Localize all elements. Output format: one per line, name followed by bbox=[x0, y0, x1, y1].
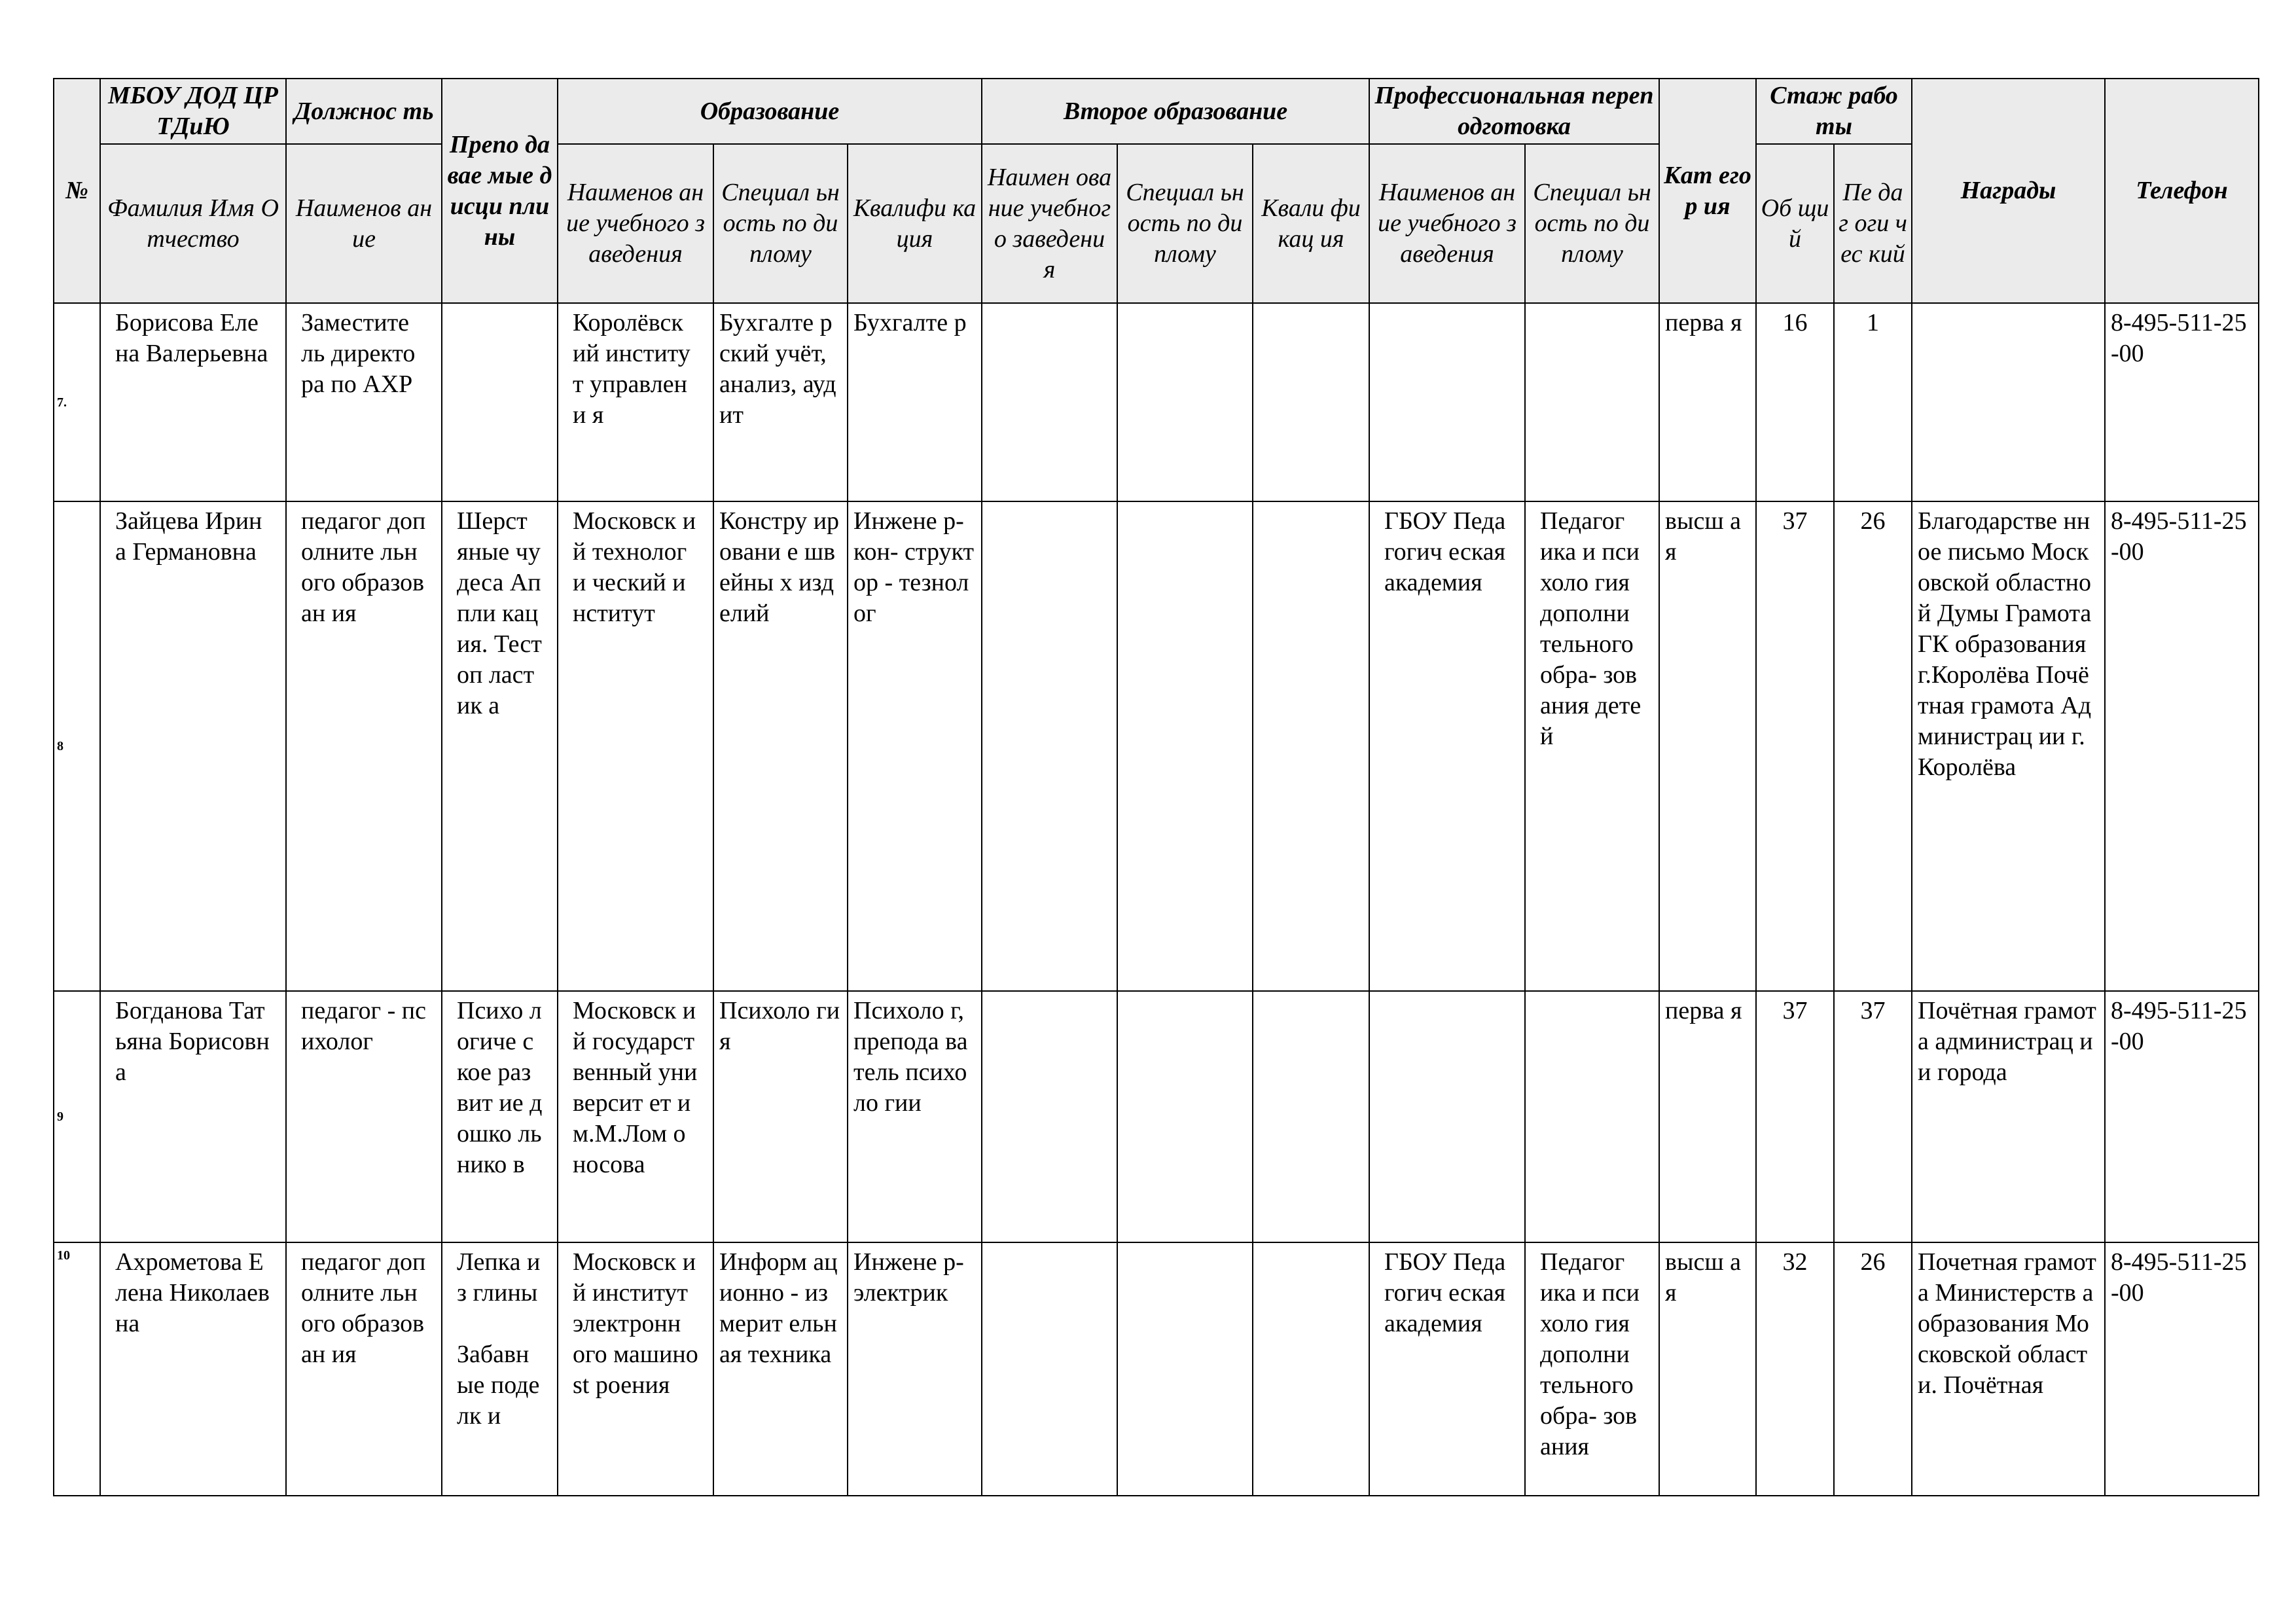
header-organization: МБОУ ДОД ЦРТДиЮ bbox=[100, 79, 286, 144]
cell-category: высш ая bbox=[1659, 501, 1756, 991]
header-qualification: Квалифи кация bbox=[848, 144, 982, 303]
cell-specialty: Констру ировани е швейны х изделий bbox=[713, 501, 848, 991]
cell-category: высш ая bbox=[1659, 1242, 1756, 1496]
header-second-education: Второе образование bbox=[982, 79, 1369, 144]
header-institution-3: Наименов ание учебного заведения bbox=[1369, 144, 1525, 303]
row-number: 10 bbox=[54, 1242, 100, 1496]
cell-awards: Благодарстве нное письмо Московской областной Думы Грамота ГК образования г.Королёва Почётная грамота Администрац ии г.Королёва bbox=[1912, 501, 2105, 991]
cell-institution-2 bbox=[982, 303, 1117, 501]
cell-experience-pedagogical: 1 bbox=[1834, 303, 1912, 501]
header-experience-pedagogical: Пе даг оги чес кий bbox=[1834, 144, 1912, 303]
cell-specialty: Психоло гия bbox=[713, 991, 848, 1242]
cell-awards: Почётная грамота администрац ии города bbox=[1912, 991, 2105, 1242]
cell-institution-3 bbox=[1369, 303, 1525, 501]
header-awards: Награды bbox=[1912, 79, 2105, 303]
cell-subjects: Психо логиче ское развит ие дошко льнико в bbox=[442, 991, 558, 1242]
cell-fio: Ахрометова Елена Николаевна bbox=[100, 1242, 286, 1496]
table-row bbox=[54, 991, 2259, 1242]
cell-institution: Московск ий технологи ческий институт bbox=[558, 501, 713, 991]
header-specialty-2: Специал ьность по диплому bbox=[1117, 144, 1253, 303]
cell-experience-total: 32 bbox=[1756, 1242, 1834, 1496]
cell-qualification-2 bbox=[1253, 303, 1369, 501]
cell-experience-total: 37 bbox=[1756, 991, 1834, 1242]
cell-qualification-2 bbox=[1253, 501, 1369, 991]
cell-experience-pedagogical: 26 bbox=[1834, 1242, 1912, 1496]
cell-position: педагог - психолог bbox=[286, 991, 442, 1242]
cell-experience-total: 37 bbox=[1756, 501, 1834, 991]
cell-qualification-2 bbox=[1253, 1242, 1369, 1496]
cell-category: перва я bbox=[1659, 991, 1756, 1242]
row-number: 8 bbox=[54, 501, 100, 991]
header-experience: Стаж работы bbox=[1756, 79, 1912, 144]
cell-qualification: Инжене р- электрик bbox=[848, 1242, 982, 1496]
header-institution: Наименов ание учебного заведения bbox=[558, 144, 713, 303]
header-phone: Телефон bbox=[2105, 79, 2259, 303]
cell-institution: Королёвск ий институт управлени я bbox=[558, 303, 713, 501]
row-number: 7. bbox=[54, 303, 100, 501]
header-subjects: Препо давае мые дисци плины bbox=[442, 79, 558, 303]
cell-specialty-2 bbox=[1117, 1242, 1253, 1496]
cell-awards: Почетная грамота Министерств а образования Московской области. Почётная bbox=[1912, 1242, 2105, 1496]
cell-fio: Борисова Елена Валерьевна bbox=[100, 303, 286, 501]
cell-phone: 8-495-511-25-00 bbox=[2105, 991, 2259, 1242]
cell-institution-2 bbox=[982, 1242, 1117, 1496]
header-qualification-2: Квали фикац ия bbox=[1253, 144, 1369, 303]
cell-phone: 8-495-511-25-00 bbox=[2105, 303, 2259, 501]
table-row bbox=[54, 1242, 2259, 1496]
cell-specialty-2 bbox=[1117, 303, 1253, 501]
table-row bbox=[54, 501, 2259, 991]
cell-qualification: Инжене р-кон- структор - тезнолог bbox=[848, 501, 982, 991]
header-position: Должнос ть bbox=[286, 79, 442, 144]
cell-subjects: Шерст яные чудеса Аппли кация. Тестоп ластик а bbox=[442, 501, 558, 991]
header-position-name: Наименов ание bbox=[286, 144, 442, 303]
row-number: 9 bbox=[54, 991, 100, 1242]
header-experience-total: Об щи й bbox=[1756, 144, 1834, 303]
cell-institution-3: ГБОУ Педагогич еская академия bbox=[1369, 1242, 1525, 1496]
cell-institution-2 bbox=[982, 991, 1117, 1242]
table-row bbox=[54, 303, 2259, 501]
cell-institution-3: ГБОУ Педагогич еская академия bbox=[1369, 501, 1525, 991]
cell-phone: 8-495-511-25-00 bbox=[2105, 501, 2259, 991]
cell-experience-total: 16 bbox=[1756, 303, 1834, 501]
staff-table bbox=[53, 78, 2259, 1496]
cell-experience-pedagogical: 26 bbox=[1834, 501, 1912, 991]
cell-specialty-2 bbox=[1117, 501, 1253, 991]
cell-specialty-3: Педагог ика и психоло гия дополни тельного обра- зования bbox=[1525, 1242, 1659, 1496]
cell-position: педагог дополните льного образован ия bbox=[286, 501, 442, 991]
cell-experience-pedagogical: 37 bbox=[1834, 991, 1912, 1242]
header-fio: Фамилия Имя Отчество bbox=[100, 144, 286, 303]
cell-institution: Московск ий институт электронн ого машинost роения bbox=[558, 1242, 713, 1496]
cell-position: педагог дополните льного образован ия bbox=[286, 1242, 442, 1496]
cell-qualification-2 bbox=[1253, 991, 1369, 1242]
cell-qualification: Психоло г, препода ватель психоло гии bbox=[848, 991, 982, 1242]
cell-fio: Зайцева Ирина Германовна bbox=[100, 501, 286, 991]
cell-institution-2 bbox=[982, 501, 1117, 991]
cell-awards bbox=[1912, 303, 2105, 501]
cell-specialty-3 bbox=[1525, 991, 1659, 1242]
cell-specialty-3 bbox=[1525, 303, 1659, 501]
cell-specialty: Информ ационно - измерит ельная техника bbox=[713, 1242, 848, 1496]
header-retraining: Профессиональная переподготовка bbox=[1369, 79, 1659, 144]
cell-institution-3 bbox=[1369, 991, 1525, 1242]
cell-specialty: Бухгалте рский учёт, анализ, аудит bbox=[713, 303, 848, 501]
cell-phone: 8-495-511-25-00 bbox=[2105, 1242, 2259, 1496]
cell-specialty-3: Педагог ика и психоло гия дополни тельного обра- зования детей bbox=[1525, 501, 1659, 991]
cell-position: Заместите ль директора по АХР bbox=[286, 303, 442, 501]
cell-fio: Богданова Татьяна Борисовна bbox=[100, 991, 286, 1242]
cell-subjects bbox=[442, 303, 558, 501]
cell-institution: Московск ий государст венный университ ет им.М.Лом оносова bbox=[558, 991, 713, 1242]
header-specialty: Специал ьность по диплому bbox=[713, 144, 848, 303]
header-education: Образование bbox=[558, 79, 982, 144]
header-category: Кат егор ия bbox=[1659, 79, 1756, 303]
cell-specialty-2 bbox=[1117, 991, 1253, 1242]
header-institution-2: Наимен ование учебного заведени я bbox=[982, 144, 1117, 303]
cell-category: перва я bbox=[1659, 303, 1756, 501]
header-number: № bbox=[54, 79, 100, 303]
cell-subjects: Лепка из глины Забавн ые поделк и bbox=[442, 1242, 558, 1496]
header-specialty-3: Специал ьность по диплому bbox=[1525, 144, 1659, 303]
cell-qualification: Бухгалте р bbox=[848, 303, 982, 501]
